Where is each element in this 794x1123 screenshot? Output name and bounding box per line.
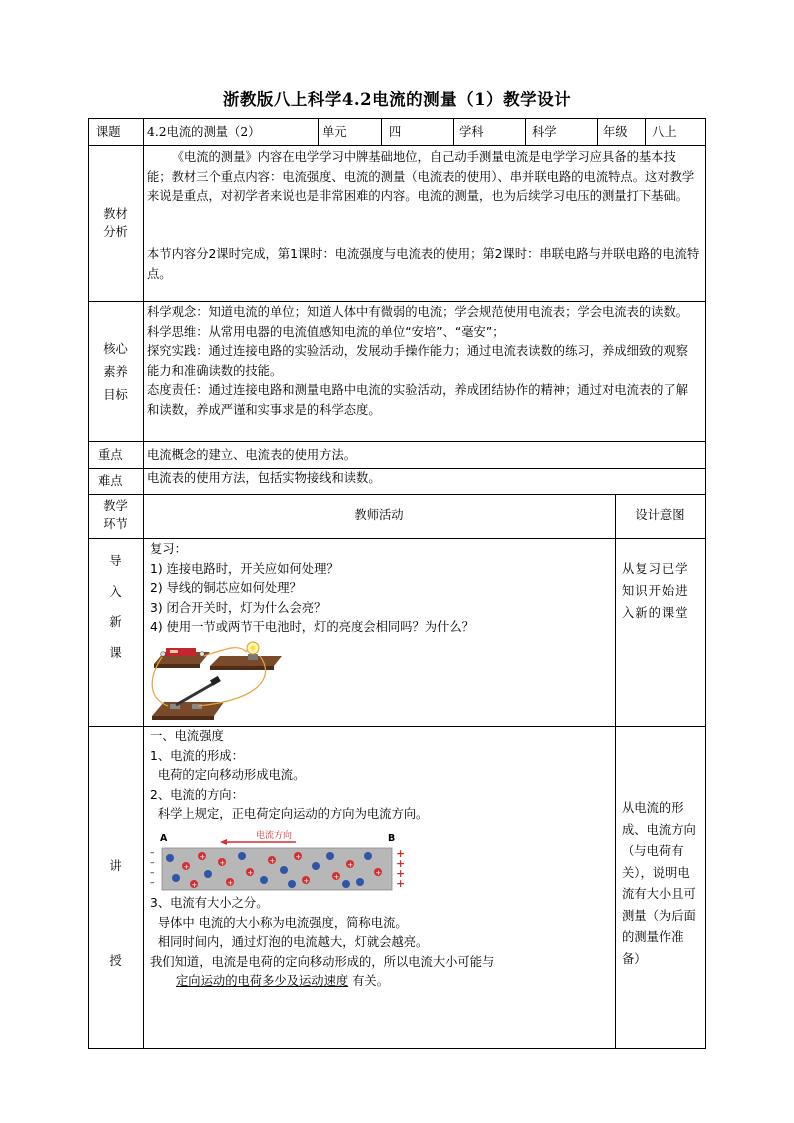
svg-text:+: + [396,877,406,890]
key-point-text: 电流概念的建立、电流表的使用方法。 [147,448,357,462]
current-direction-diagram [146,826,410,896]
plus-mark: + [303,876,310,885]
lecture-part-2 [150,894,610,992]
svg-text:–: – [150,848,155,858]
topic-value: 4.2电流的测量（2） [147,125,261,139]
lecture-stage-char-1: 讲 [109,859,122,873]
positive-signs [396,847,405,890]
formation-text: 电荷的定向移动形成电流。 [150,768,306,782]
plus-mark: + [247,868,254,877]
arrow-label: 电流方向 [256,831,293,841]
svg-text:–: – [150,858,155,868]
current-arrow-head [220,839,227,845]
review-question: 2) 导线的铜芯应如何处理？ [150,581,302,595]
electron [364,852,372,860]
grade-label: 年级 [603,125,628,139]
electron [288,880,296,888]
plus-mark: + [333,872,340,881]
subject-label: 学科 [459,125,484,139]
goal-thinking: 科学思维：从常用电器的电流值感知电流的单位“安培”、“毫安”； [147,324,505,339]
document-title: 浙教版八上科学4.2电流的测量（1）教学设计 [222,90,572,109]
lecture-stage-char-2: 授 [109,954,122,968]
svg-text:+: + [396,857,406,870]
table-border [143,494,144,1049]
table-border [318,118,319,146]
electron [356,878,364,886]
intent-header: 设计意图 [635,508,685,522]
analysis-paragraph-1: 《电流的测量》内容在电学学习中牌基础地位，自己动手测量电流是电学学习应具备的基本技能；教材三个重点内容：电流强度、电流的测量（电流表的使用）、串并联电路的电流特点。这对教学来说是重点，对初学者来说也是非常困难的内容。电流的测量，也为后续学习电压的测量打下基础。 [147,150,695,203]
literacy-label: 核心 素养 目标 [103,342,128,402]
table-border [381,118,382,146]
lecture-intent: 从电流的形成、电流方向（与电荷有关），说明电流有大小且可测量（为后面的测量作准备） [622,801,696,966]
subject-value: 科学 [532,125,557,139]
magnitude-text-4 [150,972,610,992]
plus-mark: + [347,860,354,869]
unit-value: 四 [389,125,402,139]
plus-mark: + [199,852,206,861]
lecture-part-1 [150,727,610,825]
conclusion-suffix: 有关。 [352,974,389,988]
electron [204,870,212,878]
table-border [615,494,616,1049]
table-border [525,118,526,146]
electron [280,866,288,874]
plus-mark: + [375,868,382,877]
goal-attitude: 态度责任：通过连接电路和测量电路中电流的实验活动，养成团结协作的精神；通过对电流表的了解和读数，养成严谨和实事求是的科学态度。 [147,383,689,417]
electron [172,874,180,882]
grade-value: 八上 [652,125,677,139]
subheading-formation: 1、电流的形成： [150,748,244,763]
electron [166,854,174,862]
plus-mark: + [227,878,234,887]
difficulty-text: 电流表的使用方法，包括实物接线和读数。 [147,471,381,485]
review-question: 3) 闭合开关时，灯为什么会亮？ [150,600,327,615]
topic-label: 课题 [96,125,121,139]
electron [312,862,320,870]
review-title: 复习： [150,542,187,556]
svg-text:–: – [150,868,155,878]
table-border [705,494,706,1049]
intro-intent: 从复习已学知识开始进入新的课堂 [622,562,689,620]
unit-label: 单元 [322,125,347,139]
magnitude-text-3: 我们知道，电流是电荷的定向移动形成的，所以电流大小可能与 [150,954,495,969]
difficulty-label: 难点 [98,474,123,488]
plus-mark: + [295,852,302,861]
plus-mark: + [183,862,190,871]
electron [238,852,246,860]
negative-signs [150,848,155,888]
electron [260,876,268,884]
intro-review [150,540,610,638]
activity-header: 教师活动 [354,508,404,522]
analysis-paragraph-2: 本节内容分2课时完成，第1课时：电流强度与电流表的使用；第2课时：串联电路与并联电路的电流特点。 [147,247,700,281]
table-border [705,118,706,495]
svg-text:+: + [396,847,406,860]
underlined-factors: 定向运动的电荷多少及运动速度 [176,974,349,988]
svg-text:+: + [396,867,406,880]
label-a: A [160,833,168,844]
plus-mark: + [191,880,198,889]
literacy-goals [147,303,700,420]
subheading-direction: 2、电流的方向： [150,787,244,802]
plus-mark: + [269,856,276,865]
plus-mark: + [219,858,226,867]
svg-text:–: – [150,878,155,888]
section-heading: 一、电流强度 [150,729,224,743]
stage-header: 教学 环节 [103,499,128,531]
table-border [88,118,706,119]
table-border [597,118,598,146]
table-border [453,118,454,146]
table-border [88,494,706,495]
magnitude-text-2: 相同时间内，通过灯泡的电流越大，灯就会越亮。 [150,935,429,949]
table-border [88,441,706,442]
review-question: 4) 使用一节或两节干电池时，灯的亮度会相同吗？为什么？ [150,620,474,634]
goal-concept: 科学观念：知道电流的单位；知道人体中有微弱的电流；学会规范使用电流表；学会电流表的读数。 [147,305,689,319]
table-border [88,1048,706,1049]
intro-stage: 导 入 新 课 [109,554,122,660]
circuit-photo [148,638,288,720]
magnitude-text-1: 导体中 电流的大小称为电流强度，简称电流。 [150,915,408,930]
table-border [88,145,706,146]
analysis-label: 教材 分析 [103,207,128,239]
table-border [645,118,646,146]
key-point-label: 重点 [98,448,123,462]
table-border [143,118,144,495]
electron [326,852,334,860]
table-border [88,118,89,495]
table-border [88,301,706,302]
label-b: B [388,833,396,844]
direction-text: 科学上规定，正电荷定向运动的方向为电流方向。 [150,807,429,821]
magnitude-heading: 3、电流有大小之分。 [150,896,269,910]
review-question: 1) 连接电路时，开关应如何处理？ [150,561,339,576]
goal-practice: 探究实践：通过连接电路的实验活动，发展动手操作能力；通过电流表读数的练习，养成细致的观察能力和准确读数的技能。 [147,344,689,378]
table-border [88,538,706,539]
electron [342,880,350,888]
